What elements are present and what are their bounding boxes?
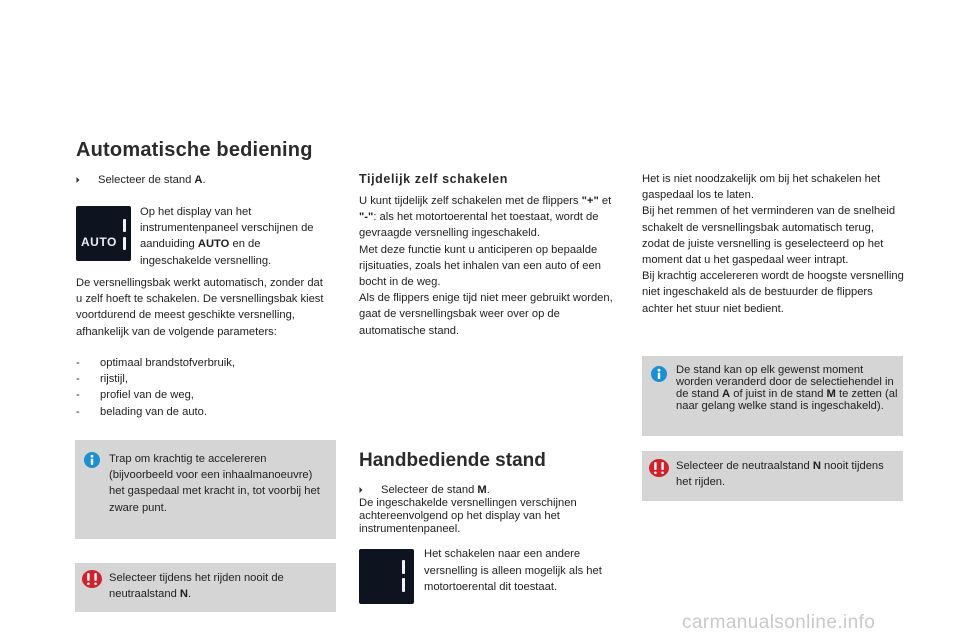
manual-display-image (359, 549, 414, 604)
list-item: - belading van de auto. (76, 405, 207, 418)
info-box-text: De stand kan op elk gewenst moment worden veranderd door de selectiehendel in de stand A of juist in de stand M te zetten (al naar gelang welke stand is ingeschakeld). (676, 364, 898, 412)
watermark: carmanualsonline.info (682, 612, 876, 633)
warning-box-text: Selecteer tijdens het rijden nooit de neutraalstand N. (109, 572, 284, 601)
bullet-select-a: 🞂 Selecteer de stand A. (76, 174, 206, 186)
list-item: - rijstijl, (76, 373, 128, 386)
list-item: - optimaal brandstofverbruik, (76, 357, 235, 369)
info-icon (651, 366, 667, 382)
info-box-text: Trap om krachtig te accelereren (bijvoorbeeld voor een inhaalmanoeuvre) het gaspedaal met kracht in, tot voorbij het zware punt. (109, 453, 320, 514)
section-title-manual: Handbediende stand (359, 450, 546, 471)
warning-box-text: Selecteer de neutraalstand N nooit tijdens het rijden. (676, 460, 884, 489)
warning-box-neutral-driving (642, 451, 903, 501)
manual-description: De ingeschakelde versnellingen verschijnen achtereenvolgend op het display van het instrumentenpaneel. (359, 497, 577, 535)
column3-paragraphs: Het is niet noodzakelijk om bij het schakelen het gaspedaal los te laten. Bij het remmen of het verminderen van de snelheid schakelt de versnellingsbak automatisch terug, zodat de juiste versnelling is geselecteerd op het moment dat u het gaspedaal weer intrapt. Bij krachtig accelereren wordt de hoogste versnelling niet ingeschakeld als de bestuurder de flippers achter het stuur niet bedient. (642, 173, 904, 315)
bullet-select-m: 🞂 Selecteer de stand M. (359, 484, 490, 496)
manual-display-description: Het schakelen naar een andere versnelling is alleen mogelijk als het motortoerental dit toestaat. (424, 548, 602, 593)
auto-display-image (76, 206, 131, 261)
temporary-paragraph: U kunt tijdelijk zelf schakelen met de flippers "+" et "-": als het motortoerental het toestaat, wordt de gevraagde versnelling ingeschakeld. Met deze functie kunt u anticiperen op bepaalde rijsituaties, zoals het inhalen van een auto of een bocht in de weg. Als de flippers enige tijd niet meer gebruikt worden, gaat de versnellingsbak weer over op de automatische stand. (359, 195, 613, 337)
info-box-selector (642, 356, 903, 436)
auto-display-description: Op het display van het instrumentenpaneel verschijnen de aanduiding AUTO en de ingeschakelde versnelling. (140, 206, 314, 267)
triangle-right-icon: 🞂 (359, 485, 363, 495)
section-subtitle-temporary: Tijdelijk zelf schakelen (359, 172, 508, 186)
parameter-list (76, 355, 326, 420)
display-bar (123, 237, 126, 250)
section-title-automatic: Automatische bediening (76, 139, 313, 161)
list-item: - profiel van de weg, (76, 389, 194, 402)
display-bar (402, 578, 405, 592)
info-box-accelerate (75, 440, 336, 539)
warning-box-neutral (75, 563, 336, 612)
exclamation-icon (82, 570, 102, 588)
triangle-right-icon: 🞂 (76, 175, 80, 185)
display-bar (123, 219, 126, 232)
exclamation-icon (649, 459, 669, 477)
auto-display-label: AUTO (81, 235, 117, 249)
display-bar (402, 560, 405, 574)
info-icon (84, 452, 100, 468)
automatic-paragraph: De versnellingsbak werkt automatisch, zonder dat u zelf hoeft te schakelen. De versnellingsbak kiest voortdurend de meest geschikte versnelling, afhankelijk van de volgende parameters: (76, 277, 324, 338)
